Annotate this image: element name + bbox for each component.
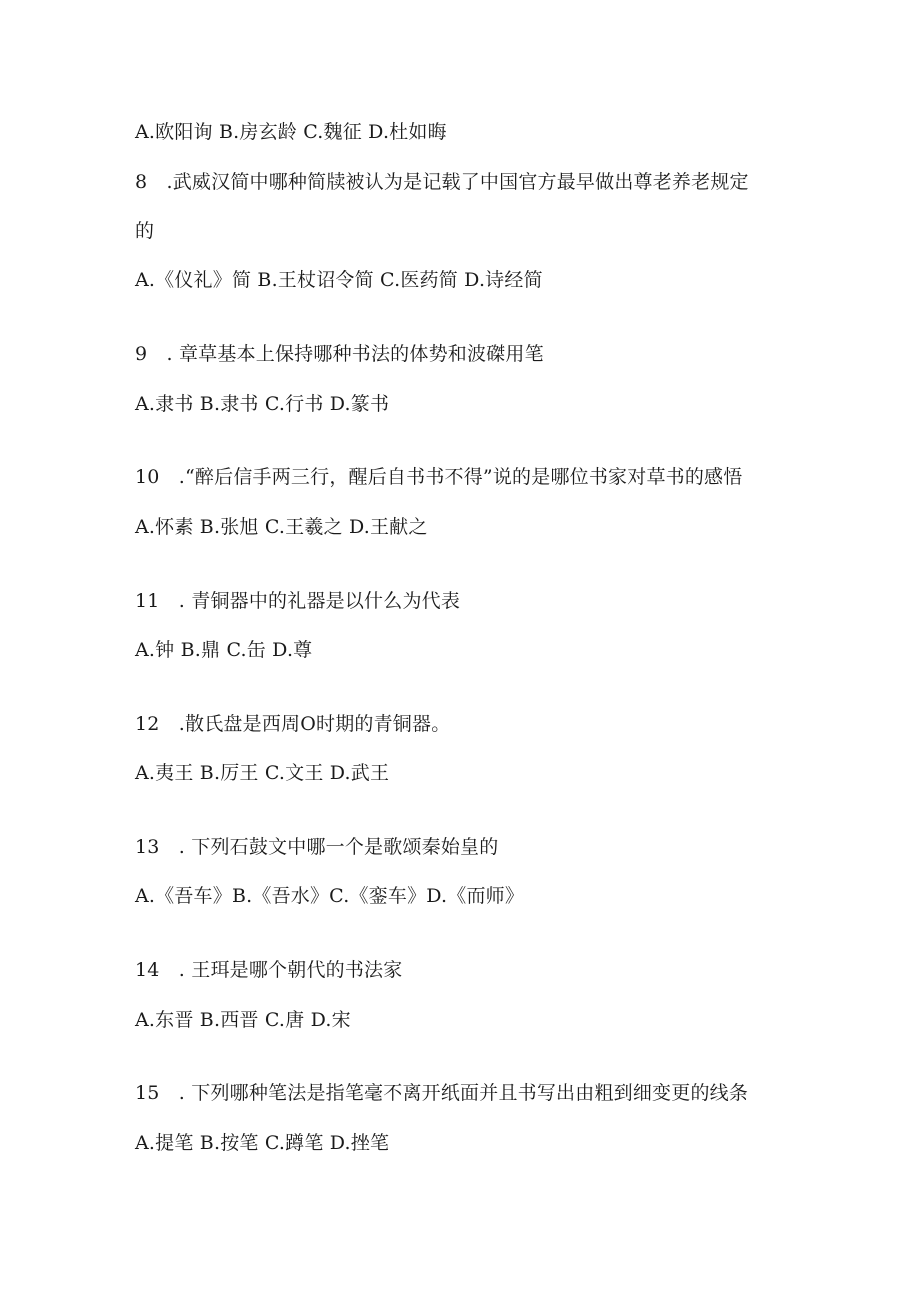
q15-options: A.提笔 B.按笔 C.蹲笔 D.挫笔 <box>135 1132 390 1154</box>
q10-options: A.怀素 B.张旭 C.王羲之 D.王献之 <box>135 516 428 538</box>
q15-question: 15 . 下列哪种笔法是指笔毫不离开纸面并且书写出由粗到细变更的线条 <box>135 1082 749 1104</box>
q13-options: A.《吾车》B.《吾水》C.《銮车》D.《而师》 <box>135 885 525 907</box>
q7-options: A.欧阳询 B.房玄龄 C.魏征 D.杜如晦 <box>135 121 447 143</box>
q9-options: A.隶书 B.隶书 C.行书 D.篆书 <box>135 393 390 415</box>
q8-options: A.《仪礼》简 B.王杖诏令简 C.医药简 D.诗经简 <box>135 269 543 291</box>
q11-options: A.钟 B.鼎 C.缶 D.尊 <box>135 639 313 661</box>
q8-question-continued: 的 <box>135 220 155 242</box>
q12-options: A.夷王 B.厉王 C.文王 D.武王 <box>135 762 390 784</box>
q14-options: A.东晋 B.西晋 C.唐 D.宋 <box>135 1009 351 1031</box>
q9-question: 9 . 章草基本上保持哪种书法的体势和波磔用笔 <box>135 343 544 365</box>
q8-question: 8 .武威汉简中哪种简牍被认为是记载了中国官方最早做出尊老养老规定 <box>135 171 749 193</box>
q12-question: 12 .散氏盘是西周O时期的青铜器。 <box>135 713 451 735</box>
q13-question: 13 . 下列石鼓文中哪一个是歌颂秦始皇的 <box>135 836 499 858</box>
q10-question: 10 .“醉后信手两三行，醒后自书书不得”说的是哪位书家对草书的感悟 <box>135 466 743 488</box>
q11-question: 11 . 青铜器中的礼器是以什么为代表 <box>135 590 461 612</box>
q14-question: 14 . 王珥是哪个朝代的书法家 <box>135 959 403 981</box>
